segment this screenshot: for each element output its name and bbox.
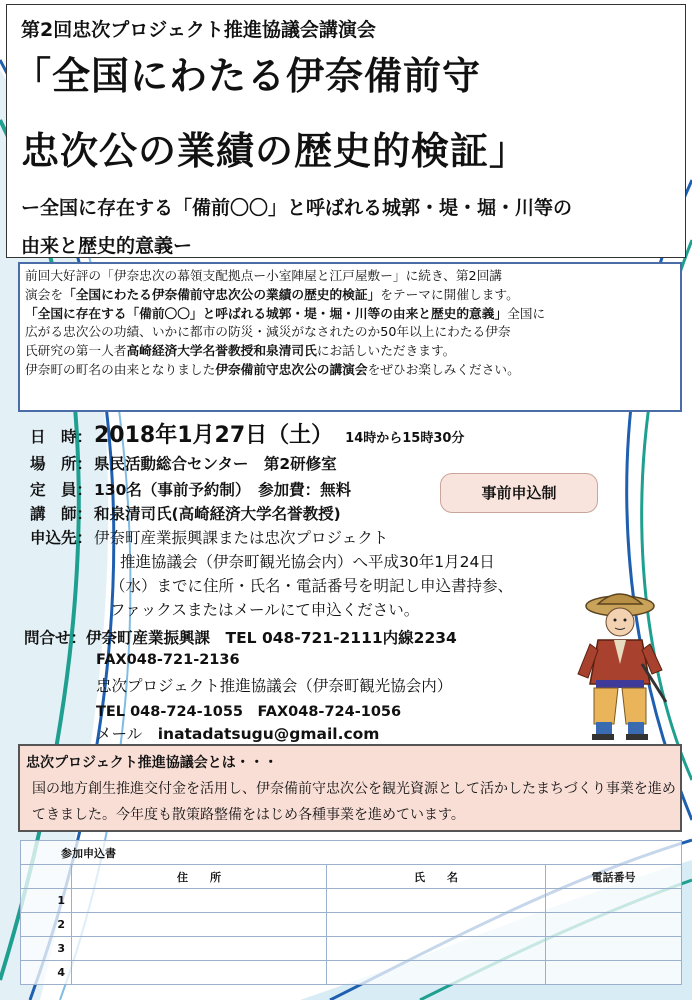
organizer-line: 第2回忠次プロジェクト推進協議会講演会 xyxy=(21,19,376,41)
intro-text: にお話しいただきます。 xyxy=(316,343,456,359)
form-header-phone: 電話番号 xyxy=(546,865,682,889)
email-link[interactable]: inatadatsugu@gmail.com xyxy=(157,725,380,743)
venue-value: 県民活動総合センター 第2研修室 xyxy=(94,455,337,473)
intro-text: 広がる忠次公の功績、いかに都市の防災・減災がなされたのか50年以上にわたる伊奈 xyxy=(25,324,511,340)
intro-text: 氏研究の第一人者 xyxy=(25,343,127,359)
samurai-mascot-icon xyxy=(568,584,672,744)
capacity-value: 130名（事前予約制） 参加費：無料 xyxy=(94,481,352,499)
intro-line xyxy=(25,267,675,286)
name-cell[interactable] xyxy=(327,937,546,961)
address-cell[interactable] xyxy=(72,889,327,913)
name-cell[interactable] xyxy=(327,913,546,937)
apply-text: ファックスまたはメールにて申込ください。 xyxy=(110,601,420,619)
address-cell[interactable] xyxy=(72,961,327,985)
intro-line xyxy=(25,323,675,342)
intro-text: 前回大好評の「伊奈忠次の幕領支配拠点ー小室陣屋と江戸屋敷ー」に続き、第2回講 xyxy=(25,268,502,283)
event-venue-row xyxy=(30,452,337,474)
name-cell[interactable] xyxy=(327,961,546,985)
address-cell[interactable] xyxy=(72,937,327,961)
form-header-name: 氏 名 xyxy=(327,865,546,889)
intro-line xyxy=(25,342,675,361)
intro-emphasis: 伊奈備前守忠次公の講演会 xyxy=(215,361,368,377)
intro-text: 全国に xyxy=(507,305,546,321)
lecturer-label: 講 師： xyxy=(30,505,93,523)
intro-text: をテーマに開催します。 xyxy=(380,286,519,302)
contact-email-row xyxy=(96,722,379,744)
table-row xyxy=(21,889,682,913)
address-cell[interactable] xyxy=(72,913,327,937)
intro-line xyxy=(25,286,675,305)
form-title: 参加申込書 xyxy=(21,841,682,865)
intro-emphasis: 高崎経済大学名誉教授和泉清司氏 xyxy=(126,343,317,359)
name-cell[interactable] xyxy=(327,889,546,913)
contact-fax: FAX048-721-2136 xyxy=(96,652,240,668)
form-header-row xyxy=(21,865,682,889)
lecturer-value: 和泉清司氏(高崎経済大学名誉教授) xyxy=(94,505,341,523)
date-value: 2018年1月27日（土） xyxy=(94,423,334,448)
time-value: 14時から15時30分 xyxy=(345,431,465,446)
subtitle-line-2: 由来と歴史的意義ー xyxy=(21,235,193,257)
table-row xyxy=(21,913,682,937)
apply-text: （水）までに住所・氏名・電話番号を明記し申込書持参、 xyxy=(110,577,514,595)
application-form-table xyxy=(20,840,682,985)
contact-org: 忠次プロジェクト推進協議会（伊奈町観光協会内） xyxy=(96,677,453,695)
apply-text: 伊奈町産業振興課または忠次プロジェクト xyxy=(94,529,389,547)
main-title-line-1: 「全国にわたる伊奈備前守 xyxy=(13,54,482,98)
event-capacity-row xyxy=(30,478,351,500)
form-header-number xyxy=(21,865,72,889)
table-row xyxy=(21,961,682,985)
intro-text: 演会を xyxy=(25,286,64,302)
phone-cell[interactable] xyxy=(546,961,682,985)
intro-line xyxy=(25,361,675,380)
contact-phone-fax: TEL 048-724-1055 FAX048-724-1056 xyxy=(96,704,402,720)
preregistration-badge: 事前申込制 xyxy=(440,473,598,513)
date-label: 日 時： xyxy=(30,428,93,446)
contact-label: 問合せ： xyxy=(24,629,87,647)
main-title-line-2: 忠次公の業績の歴史的検証」 xyxy=(21,129,529,173)
intro-emphasis: 「全国にわたる伊奈備前守忠次公の業績の歴史的検証」 xyxy=(63,286,381,302)
about-text: 国の地方創生推進交付金を活用し、伊奈備前守忠次公を観光資源として活かしたまちづくり事業を進めてきました。今年度も散策路整備をはじめ各種事業を進めています。 xyxy=(32,781,676,823)
contact-phone: 伊奈町産業振興課 TEL 048-721-2111内線2234 xyxy=(86,629,457,647)
about-title: 忠次プロジェクト推進協議会とは・・・ xyxy=(26,755,278,771)
event-lecturer-row xyxy=(30,502,341,524)
capacity-label: 定 員： xyxy=(30,481,93,499)
intro-emphasis: 「全国に存在する「備前〇〇」と呼ばれる城郭・堤・堀・川等の由来と歴史的意義」 xyxy=(25,305,508,321)
phone-cell[interactable] xyxy=(546,889,682,913)
table-row xyxy=(21,937,682,961)
title-box xyxy=(6,4,686,258)
venue-label: 場 所： xyxy=(30,455,93,473)
intro-line xyxy=(25,305,675,324)
row-number: 2 xyxy=(21,913,72,937)
email-label: メール xyxy=(96,725,143,743)
subtitle-line-1: ー全国に存在する「備前〇〇」と呼ばれる城郭・堤・堀・川等の xyxy=(21,197,573,219)
apply-text: 推進協議会（伊奈町観光協会内）へ平成30年1月24日 xyxy=(120,553,495,571)
application-row xyxy=(30,526,388,548)
row-number: 1 xyxy=(21,889,72,913)
phone-cell[interactable] xyxy=(546,913,682,937)
row-number: 3 xyxy=(21,937,72,961)
row-number: 4 xyxy=(21,961,72,985)
intro-box xyxy=(18,262,682,412)
intro-text: 伊奈町の町名の由来となりました xyxy=(25,361,216,377)
contact-row xyxy=(24,626,457,648)
form-title-row xyxy=(21,841,682,865)
event-date-row xyxy=(30,418,464,449)
about-box xyxy=(18,744,682,832)
intro-text: をぜひお楽しみください。 xyxy=(367,361,520,377)
phone-cell[interactable] xyxy=(546,937,682,961)
apply-label: 申込先： xyxy=(30,529,93,547)
form-header-address: 住 所 xyxy=(72,865,327,889)
